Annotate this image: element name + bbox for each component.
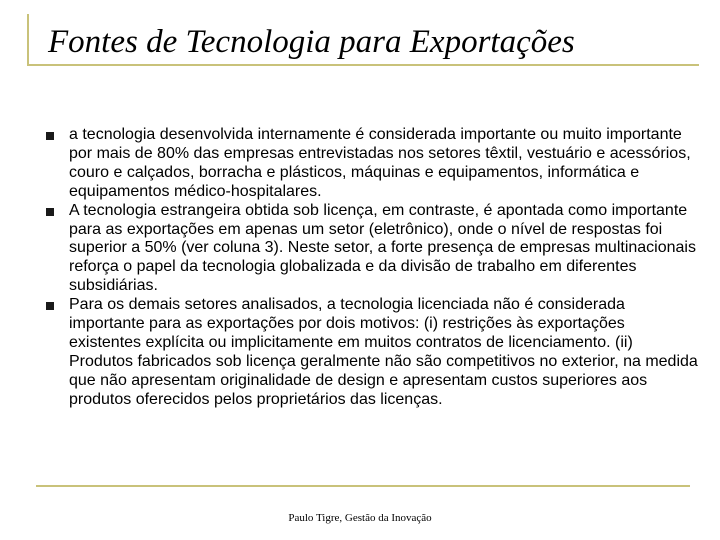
bullet-list xyxy=(40,126,700,410)
slide-footer: Paulo Tigre, Gestão da Inovação xyxy=(288,512,432,524)
footer-rule xyxy=(36,485,690,487)
bullet-text: a tecnologia desenvolvida internamente é considerada importante ou muito importante por mais de 80% das empresas entrevistadas nos setores têxtil, vestuário e acessórios, couro e calçados, borracha e plásticos, máquinas e equipamentos, informática e equipamentos médico-hospitalares. xyxy=(69,126,691,200)
bullet-item xyxy=(40,202,700,297)
bullet-text: A tecnologia estrangeira obtida sob licença, em contraste, é apontada como importante para as exportações em apenas um setor (eletrônico), onde o nível de respostas foi superior a 50% (ver coluna 3). Neste setor, a forte presença de empresas multinacionais reforça o papel da tecnologia globalizada e da divisão de trabalho em diferentes subsidiárias. xyxy=(69,201,696,295)
slide-title: Fontes de Tecnologia para Exportações xyxy=(48,24,575,60)
square-bullet-icon xyxy=(46,208,54,216)
title-rule-horizontal xyxy=(27,64,699,66)
square-bullet-icon xyxy=(46,132,54,140)
square-bullet-icon xyxy=(46,302,54,310)
bullet-item xyxy=(40,126,700,202)
bullet-item xyxy=(40,296,700,409)
title-rule-vertical xyxy=(27,14,29,66)
bullet-text: Para os demais setores analisados, a tecnologia licenciada não é considerada importante para as exportações por dois motivos: (i) restrições às exportações existentes explícita ou implicitamente em muitos contratos de licenciamento. (ii) Produtos fabricados sob licença geralmente não são competitivos no exterior, na medida que não apresentam originalidade de design e apresentam custos superiores aos produtos oferecidos pelos proprietários das licenças. xyxy=(69,296,698,408)
